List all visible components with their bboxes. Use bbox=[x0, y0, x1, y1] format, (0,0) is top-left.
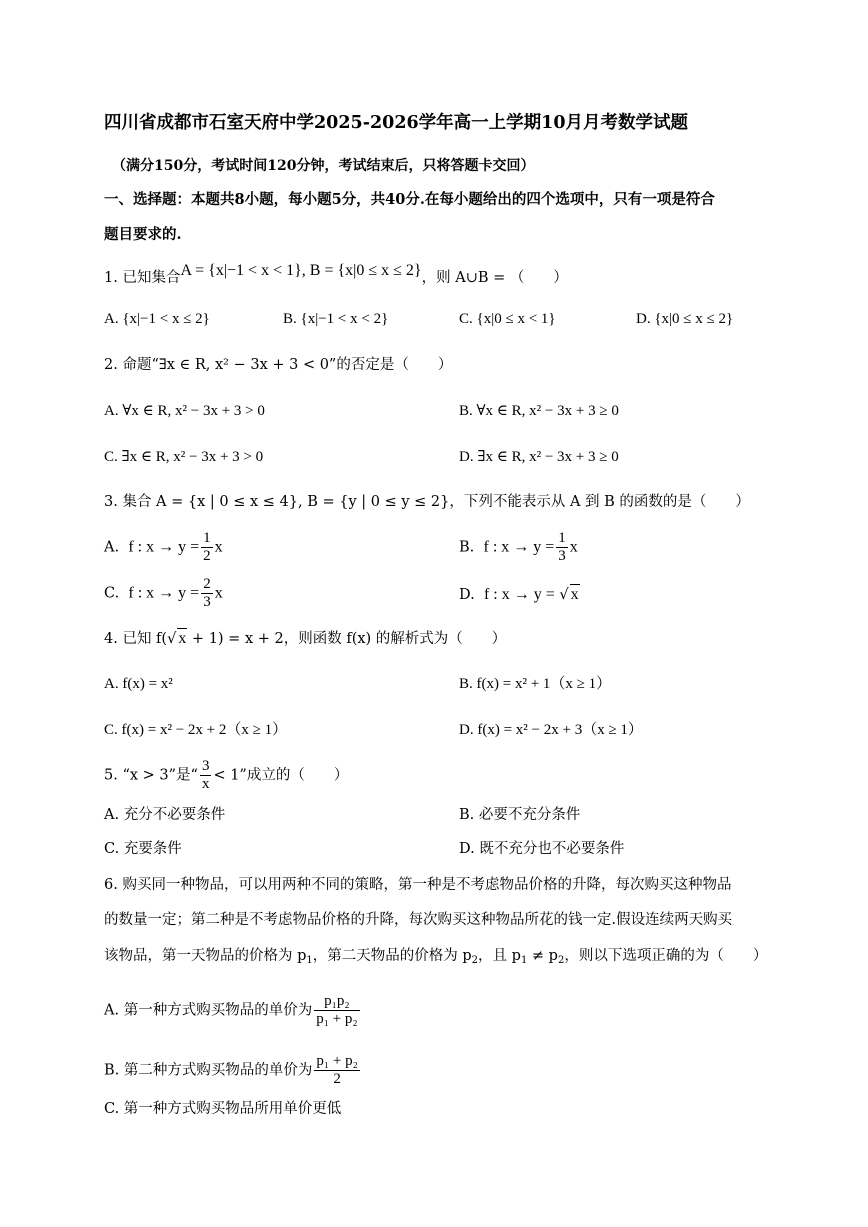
q5-option-b: B. 必要不充分条件 bbox=[459, 807, 581, 823]
q1-suffix: ，则 A∪B = （ ） bbox=[421, 270, 568, 286]
q1-prefix: 1. 已知集合 bbox=[104, 270, 181, 286]
q5-option-a: A. 充分不必要条件 bbox=[104, 807, 226, 823]
section-heading: 一、选择题：本题共8小题，每小题5分，共40分.在每小题给出的四个选项中，只有一项是符合 bbox=[104, 191, 715, 208]
q6-option-b: B. 第二种方式购买物品的单价为 $\frac{\text{p₁ + p₂}}{2}$ bbox=[104, 1053, 358, 1087]
q5-option-d: D. 既不充分也不必要条件 bbox=[459, 841, 625, 857]
q2-option-b: B. ∀x ∈ R, x² − 3x + 3 ≥ 0 bbox=[459, 403, 619, 419]
q2-option-c: C. ∃x ∈ R, x² − 3x + 3 > 0 bbox=[104, 449, 264, 465]
exam-instructions: （满分150分，考试时间120分钟，考试结束后，只将答题卡交回） bbox=[112, 158, 535, 174]
q4-option-c: C. f(x) = x² − 2x + 2（x ≥ 1） bbox=[104, 722, 288, 738]
q2-option-d: D. ∃x ∈ R, x² − 3x + 3 ≥ 0 bbox=[459, 449, 619, 465]
q3-option-b: B. f : x → y = $\frac{1}{3}$ x bbox=[459, 530, 578, 564]
section-heading-cont: 题目要求的. bbox=[104, 226, 182, 243]
q4-option-b: B. f(x) = x² + 1（x ≥ 1） bbox=[459, 676, 612, 692]
question-2-stem: 2. 命题“∃x ∈ R, x² − 3x + 3 < 0”的否定是（ ） bbox=[104, 357, 453, 373]
q2-option-a: A. ∀x ∈ R, x² − 3x + 3 > 0 bbox=[104, 403, 265, 419]
page-title: 四川省成都市石室天府中学2025-2026学年高一上学期10月月考数学试题 bbox=[104, 113, 689, 133]
question-6-line-2: 的数量一定；第二种是不考虑物品价格的升降，每次购买这种物品所花的钱一定.假设连续两天购买 bbox=[104, 912, 733, 928]
question-4-stem: 4. 已知 f(√ x + 1) = x + 2，则函数 f(x) 的解析式为（ ） bbox=[104, 630, 507, 647]
q4-option-d: D. f(x) = x² − 2x + 3（x ≥ 1） bbox=[459, 722, 643, 738]
q6-option-c: C. 第一种方式购买物品所用单价更低 bbox=[104, 1101, 342, 1117]
question-6-line-1: 6. 购买同一种物品，可以用两种不同的策略，第一种是不考虑物品价格的升降，每次购买这种物品 bbox=[104, 877, 732, 893]
q3-option-d: D. f : x → y = √ x bbox=[459, 586, 579, 603]
q1-option-d: D. {x|0 ≤ x ≤ 2} bbox=[636, 311, 734, 327]
q3-option-c: C. f : x → y = $\frac{2}{3}$ x bbox=[104, 576, 223, 610]
question-6-line-3: 该物品，第一天物品的价格为 $p_1$，第二天物品的价格为 $p_2$，且 $p_1 \ne p_2$，则以下选项正确的为（ ） bbox=[104, 948, 768, 966]
q4-option-a: A. f(x) = x² bbox=[104, 676, 173, 692]
q6-option-a: A. 第一种方式购买物品的单价为 $\frac{\text{p₁p₂}}{\text{p₁ + p₂}}$ bbox=[104, 993, 358, 1027]
question-1-stem bbox=[104, 262, 568, 288]
q1-option-b: B. {x|−1 < x < 2} bbox=[283, 311, 389, 327]
q3-option-a: A. f : x → y = $\frac{1}{2}$ x bbox=[104, 530, 223, 564]
q5-option-c: C. 充要条件 bbox=[104, 841, 182, 857]
question-5-stem: 5. “x > 3”是“ $\frac{3}{x}$ < 1”成立的（ ） bbox=[104, 758, 349, 792]
q1-option-c: C. {x|0 ≤ x < 1} bbox=[459, 311, 556, 327]
question-3-stem: 3. 集合 A = {x | 0 ≤ x ≤ 4}, B = {y | 0 ≤ y ≤ 2}，下列不能表示从 A 到 B 的函数的是（ ） bbox=[104, 494, 750, 510]
q1-option-a: A. {x|−1 < x ≤ 2} bbox=[104, 311, 210, 327]
q1-math: A = {x|−1 < x < 1}, B = {x|0 ≤ x ≤ 2} bbox=[180, 262, 422, 279]
